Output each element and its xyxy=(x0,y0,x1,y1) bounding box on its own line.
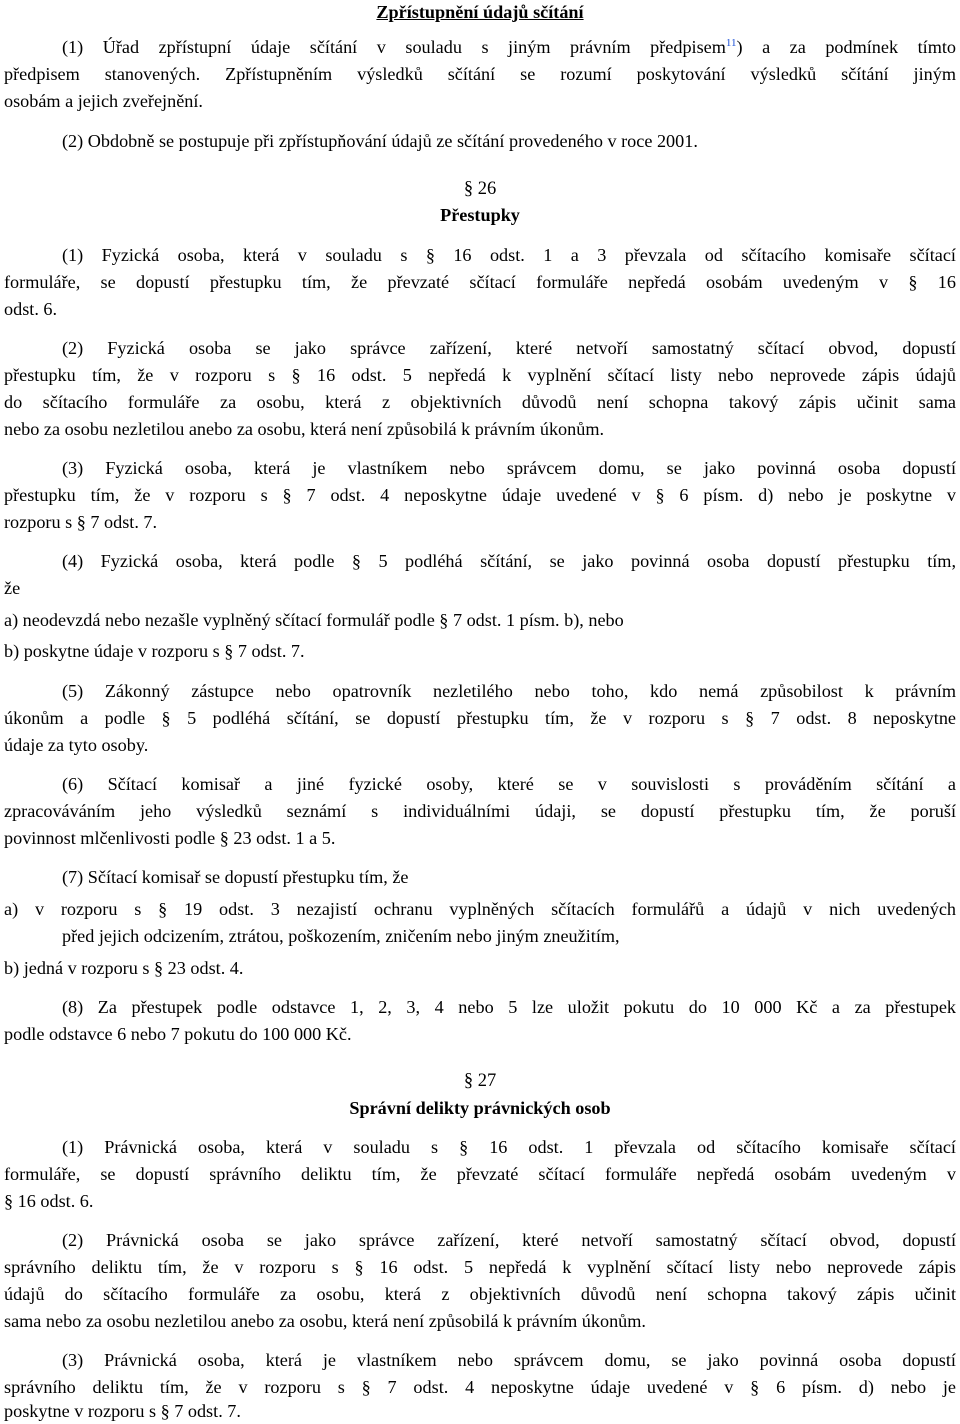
paragraph-line xyxy=(62,34,956,60)
footnote-reference[interactable]: 11 xyxy=(725,36,737,49)
paragraph-line: nebo za osobu nezletilou anebo za osobu, která není způsobilá k právním úkonům. xyxy=(4,419,605,439)
text-fragment: (1) Úřad zpřístupní údaje sčítání v souladu s jiným právním předpisem xyxy=(62,37,726,57)
paragraph-line: (2) Fyzická osoba se jako správce zařízení, které netvoří samostatný sčítací obvod, dopustí xyxy=(62,338,956,358)
paragraph-line: (1) Právnická osoba, která v souladu s § 16 odst. 1 převzala od sčítacího komisaře sčítací xyxy=(62,1137,956,1157)
paragraph-line: § 16 odst. 6. xyxy=(4,1191,94,1211)
paragraph-line: odst. 6. xyxy=(4,299,58,319)
paragraph-line: osobám a jejich zveřejnění. xyxy=(4,91,203,111)
list-item: b) poskytne údaje v rozporu s § 7 odst. 7. xyxy=(4,641,305,661)
paragraph-line: (2) Obdobně se postupuje při zpřístupňování údajů ze sčítání provedeného v roce 2001. xyxy=(62,131,698,151)
paragraph-line: údaje za tyto osoby. xyxy=(4,735,149,755)
paragraph-line: předpisem stanovených. Zpřístupněním výsledků sčítání se rozumí poskytování výsledků sčítání jiným xyxy=(4,64,956,84)
section-number: § 26 xyxy=(463,179,497,199)
section-title: Správní delikty právnických osob xyxy=(349,1098,611,1118)
paragraph-line: formuláře, se dopustí přestupku tím, že převzaté sčítací formuláře nepředá osobám uvedeným v § 16 xyxy=(4,272,956,292)
section-number: § 27 xyxy=(463,1071,497,1091)
paragraph-line: (5) Zákonný zástupce nebo opatrovník nezletilého nebo toho, kdo nemá způsobilost k právním xyxy=(62,681,956,701)
list-item: a) neodevzdá nebo nezašle vyplněný sčítací formulář podle § 7 odst. 1 písm. b), nebo xyxy=(4,610,624,630)
section-title: Přestupky xyxy=(440,205,520,225)
paragraph-line: (3) Právnická osoba, která je vlastníkem nebo správcem domu, se jako povinná osoba dopustí xyxy=(62,1350,956,1370)
text-fragment: ) a za podmínek tímto xyxy=(736,37,956,57)
section-heading: Zpřístupnění údajů sčítání xyxy=(376,2,584,22)
paragraph-line: úkonům a podle § 5 podléhá sčítání, se dopustí přestupku tím, že v rozporu s § 7 odst. 8 neposkytne xyxy=(4,708,956,728)
paragraph-line: (7) Sčítací komisař se dopustí přestupku tím, že xyxy=(62,867,409,887)
paragraph-line: přestupku tím, že v rozporu s § 16 odst. 5 nepředá k vyplnění sčítací listy nebo neprovede zápis údajů xyxy=(4,365,956,385)
paragraph-line: údajů do sčítacího formuláře za osobu, která z objektivních důvodů není schopna takový zápis učinit xyxy=(4,1284,956,1304)
paragraph-line: do sčítacího formuláře za osobu, která z objektivních důvodů není schopna takový zápis učinit sama xyxy=(4,392,956,412)
paragraph-line: formuláře, se dopustí správního deliktu tím, že převzaté sčítací formuláře nepředá osobám uvedeným v xyxy=(4,1164,956,1184)
paragraph-line: (2) Právnická osoba se jako správce zařízení, které netvoří samostatný sčítací obvod, dopustí xyxy=(62,1230,956,1250)
paragraph-line: (4) Fyzická osoba, která podle § 5 podléhá sčítání, se jako povinná osoba dopustí přestupku tím, xyxy=(62,551,956,571)
list-item: b) jedná v rozporu s § 23 odst. 4. xyxy=(4,958,244,978)
paragraph-line: (8) Za přestupek podle odstavce 1, 2, 3, 4 nebo 5 lze uložit pokutu do 10 000 Kč a za přestupek xyxy=(62,997,956,1017)
list-item-continuation: před jejich odcizením, ztrátou, poškozením, zničením nebo jiným zneužitím, xyxy=(62,926,620,946)
paragraph-line: podle odstavce 6 nebo 7 pokutu do 100 000 Kč. xyxy=(4,1024,352,1044)
paragraph-line: správního deliktu tím, že v rozporu s § 16 odst. 5 nepředá k vyplnění sčítací listy nebo neprovede zápis xyxy=(4,1257,956,1277)
paragraph-line: sama nebo za osobu nezletilou anebo za osobu, která není způsobilá k právním úkonům. xyxy=(4,1311,646,1331)
paragraph-line: správního deliktu tím, že v rozporu s § 7 odst. 4 neposkytne údaje uvedené v § 6 písm. d) nebo je xyxy=(4,1377,956,1397)
paragraph-line: že xyxy=(4,578,21,598)
paragraph-line: (3) Fyzická osoba, která je vlastníkem nebo správcem domu, se jako povinná osoba dopustí xyxy=(62,458,956,478)
paragraph-line: (6) Sčítací komisař a jiné fyzické osoby, které se v souvislosti s prováděním sčítání a xyxy=(62,774,956,794)
paragraph-line: (1) Fyzická osoba, která v souladu s § 16 odst. 1 a 3 převzala od sčítacího komisaře sčítací xyxy=(62,245,956,265)
paragraph-line: přestupku tím, že v rozporu s § 7 odst. 4 neposkytne údaje uvedené v § 6 písm. d) nebo je poskytne v xyxy=(4,485,956,505)
paragraph-line: zpracováváním jeho výsledků seznámí s individuálními údaji, se dopustí přestupku tím, že poruší xyxy=(4,801,956,821)
paragraph-line: rozporu s § 7 odst. 7. xyxy=(4,512,158,532)
paragraph-line: povinnost mlčenlivosti podle § 23 odst. 1 a 5. xyxy=(4,828,336,848)
paragraph-line: poskytne v rozporu s § 7 odst. 7. xyxy=(4,1401,241,1421)
list-item: a) v rozporu s § 19 odst. 3 nezajistí ochranu vyplněných sčítacích formulářů a údajů v nich uvedených xyxy=(4,899,956,919)
